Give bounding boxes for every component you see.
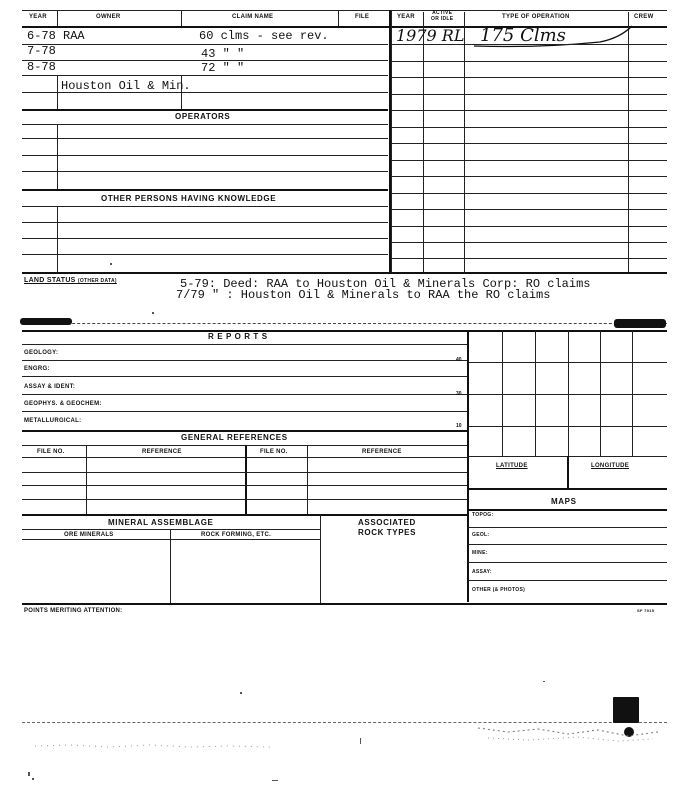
points-meriting-attention-label: POINTS MERITING ATTENTION: <box>24 608 123 614</box>
handwritten-year: 1979 RL <box>396 26 465 45</box>
latitude-label: LATITUDE <box>496 463 528 469</box>
margin-number-10: 10 <box>456 423 462 429</box>
row-3-year: 8-78 <box>27 60 56 74</box>
report-geology: GEOLOGY: <box>24 350 59 356</box>
margin-number-40: 40 <box>456 357 462 363</box>
header-crew: CREW <box>634 14 654 20</box>
associated-label: ASSOCIATED <box>358 518 416 527</box>
rock-types-label: ROCK TYPES <box>358 528 417 537</box>
others-label: OTHER PERSONS HAVING KNOWLEDGE <box>101 194 277 203</box>
row-2-claim: 43 " " <box>201 47 245 61</box>
map-other: OTHER (& PHOTOS) <box>472 587 526 593</box>
header-type-of-operation: TYPE OF OPERATION <box>502 14 570 20</box>
row-4-owner: Houston Oil & Min. <box>61 79 191 93</box>
land-status-line-1: 5-79: Deed: RAA to Houston Oil & Minerals Corp: RO claims <box>180 277 591 291</box>
header-owner: OWNER <box>96 14 121 20</box>
row-1-year: 6-78 <box>27 29 56 43</box>
ore-minerals-label: ORE MINERALS <box>64 532 114 538</box>
row-2-year: 7-78 <box>27 44 56 58</box>
header-year: YEAR <box>29 14 47 20</box>
land-status-label: LAND STATUS (OTHER DATA) <box>24 277 117 284</box>
general-references-title: GENERAL REFERENCES <box>181 433 288 442</box>
margin-number-30: 30 <box>456 391 462 397</box>
header-year-2: YEAR <box>397 14 415 20</box>
ref-header-reference-1: REFERENCE <box>142 449 182 455</box>
operators-label: OPERATORS <box>175 112 231 121</box>
mineral-assemblage-title: MINERAL ASSEMBLAGE <box>108 518 214 527</box>
row-1-claim: 60 clms - see rev. <box>199 29 329 43</box>
row-3-claim: 72 " " <box>201 61 245 75</box>
report-geophys: GEOPHYS. & GEOCHEM: <box>24 401 102 407</box>
report-metallurgical: METALLURGICAL: <box>24 418 82 424</box>
report-assay: ASSAY & IDENT: <box>24 384 76 390</box>
map-geol: GEOL: <box>472 532 490 538</box>
reports-title: R E P O R T S <box>208 332 268 341</box>
header-active-or-idle: ACTIVE OR IDLE <box>431 10 454 22</box>
row-1-owner: RAA <box>63 29 85 43</box>
map-assay: ASSAY: <box>472 569 492 575</box>
maps-title: MAPS <box>551 497 577 506</box>
form-number: SF 7915 <box>637 608 655 613</box>
ink-blot-right <box>614 319 666 328</box>
handwritten-operation: 175 Clms <box>480 25 566 46</box>
ref-header-file-no-2: FILE NO. <box>260 449 288 455</box>
map-topog: TOPOG: <box>472 512 494 518</box>
ref-header-file-no-1: FILE NO. <box>37 449 65 455</box>
longitude-label: LONGITUDE <box>591 463 630 469</box>
header-file: FILE <box>355 14 370 20</box>
handwritten-underline <box>470 20 650 50</box>
ref-header-reference-2: REFERENCE <box>362 449 402 455</box>
ink-blot-left <box>20 318 72 325</box>
land-status-line-2: 7/79 " : Houston Oil & Minerals to RAA the RO claims <box>176 288 551 302</box>
header-claim-name: CLAIM NAME <box>232 14 274 20</box>
map-mine: MINE: <box>472 550 488 556</box>
rock-forming-label: ROCK FORMING, ETC. <box>201 532 272 538</box>
report-engrg: ENGRG: <box>24 366 50 372</box>
